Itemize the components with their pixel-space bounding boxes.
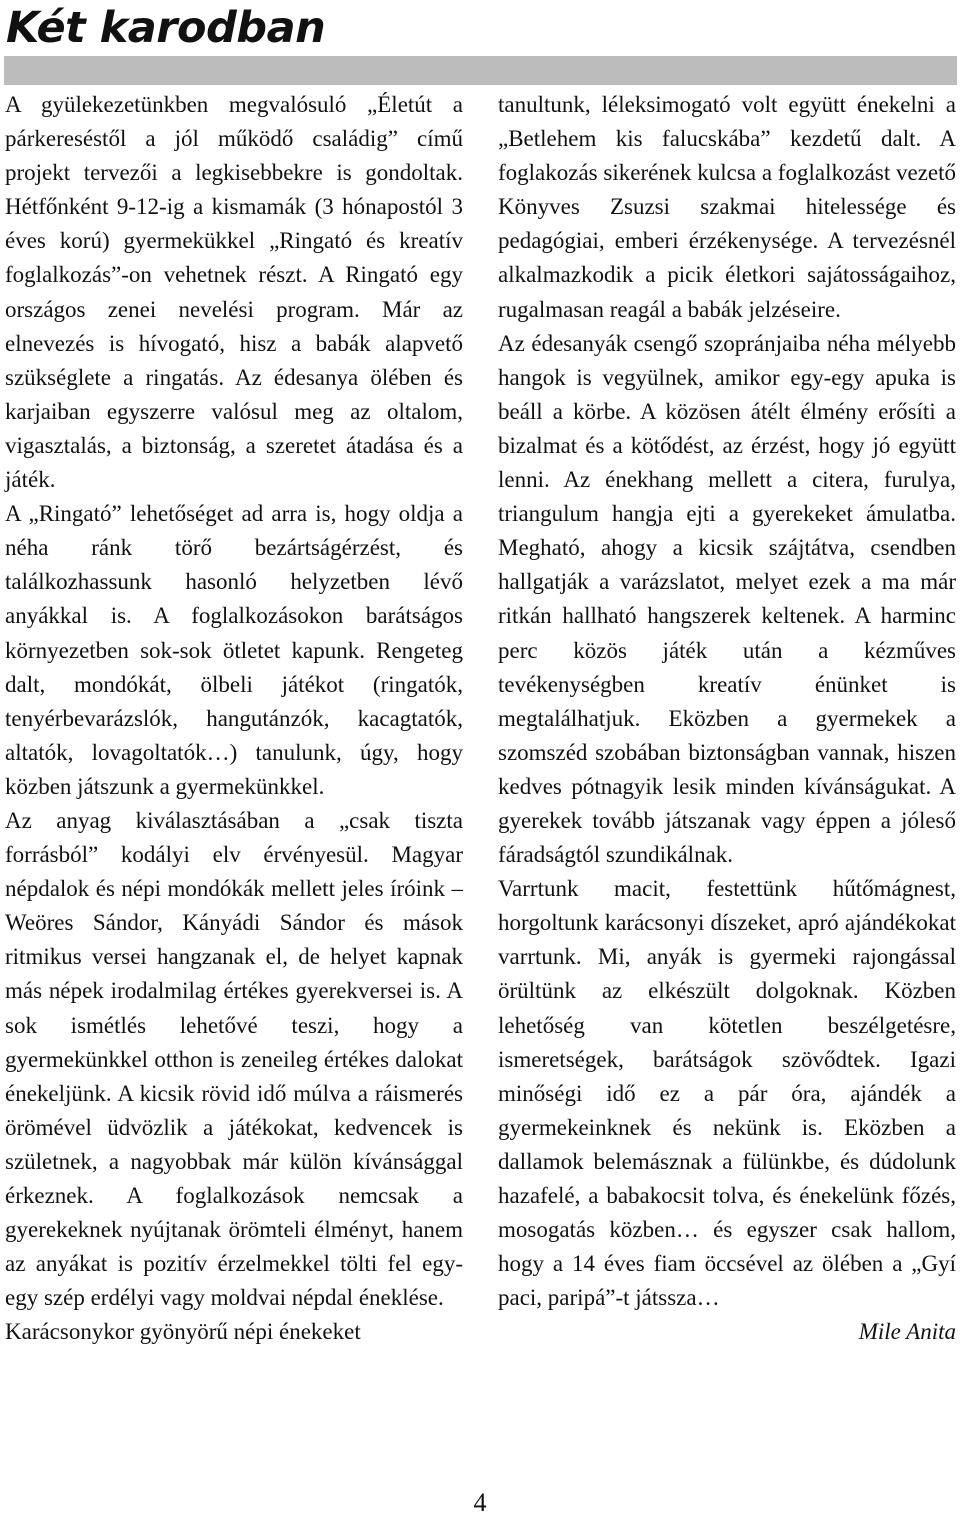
right-column [498, 88, 956, 1349]
paragraph: Karácsonykor gyönyörű népi énekeket [5, 1319, 361, 1345]
title-rule-bar [4, 56, 957, 85]
paragraph: Az édesanyák csengő szopránjaiba néha mélyebb hangok is vegyülnek, amikor egy-egy apuka is beáll a körbe. A közösen átélt élmény erősíti a bizalmat és a kötődést, az érzést, hogy jó együtt lenni. Az énekhang mellett a citera, furulya, triangulum hangja ejti a gyerekeket ámulatba. Megható, ahogy a kicsik szájtátva, csendben hallgatják a varázslatot, melyet ezek a ma már ritkán hallható hangszerek keltenek. A harminc perc közös játék után a kézműves tevékenységben kreatív énünket is megtalálhatjuk. Eközben a gyermekek a szomszéd szobában biztonságban vannak, hiszen kedves pótnagyik lesik minden kívánságukat. A gyerekek tovább játszanak vagy éppen a jóleső fáradságtól szundikálnak. [498, 330, 956, 868]
paragraph: Varrtunk macit, festettünk hűtőmágnest, horgoltunk karácsonyi díszeket, apró ajándékokat varrtunk. Mi, anyák is gyermeki rajongással örültünk az elkészült dolgoknak. Közben lehetőség van kötetlen beszélgetésre, ismeretségek, barátságok szövődtek. Igazi minőségi idő ez a pár óra, ajándék a gyermekeinknek és nekünk is. Eközben a dallamok belemásznak a fülünkbe, és dúdolunk hazafelé, a babakocsit tolva, és énekelünk főzés, mosogatás közben… és egyszer csak hallom, hogy a 14 éves fiam öccsével az ölében a „Gyí paci, paripá”-t játssza… [498, 876, 956, 1311]
paragraph: Az anyag kiválasztásában a „csak tiszta forrásból” kodályi elv érvényesül. Magyar népdalok és népi mondókák mellett jeles íróink – Weöres Sándor, Kányádi Sándor és mások ritmikus versei hangzanak el, de helyet kapnak más népek irodalmilag értékes gyerekversei is. A sok ismétlés lehetővé teszi, hogy a gyermekünkkel otthon is zeneileg értékes dalokat énekeljünk. A kicsik rövid idő múlva a ráismerés örömével üdvözlik a játékokat, kedvencek is születnek, a nagyobbak már külön kívánsággal érkeznek. A foglalkozások nemcsak a gyerekeknek nyújtanak örömteli élményt, hanem az anyákat is pozitív érzelmekkel tölti fel egy-egy szép erdélyi vagy moldvai népdal éneklése. [5, 807, 463, 1311]
article-title: Két karodban [6, 3, 326, 53]
paragraph: tanultunk, léleksimogató volt együtt énekelni a „Betlehem kis falucskába” kezdetű dalt. A foglakozás sikerének kulcsa a foglalkozást vezető Könyves Zsuzsi szakmai hitelessége és pedagógiai, emberi érzékenysége. A tervezésnél alkalmazkodik a picik életkori sajátosságaihoz, rugalmasan reagál a babák jelzéseire. [498, 92, 956, 322]
author-signature: Mile Anita [858, 1319, 956, 1345]
left-column [5, 88, 463, 1349]
paragraph: A „Ringató” lehetőséget ad arra is, hogy oldja a néha ránk törő bezártságérzést, és találkozhassunk hasonló helyzetben lévő anyákkal is. A foglalkozásokon barátságos környezetben sok-sok ötletet kapunk. Rengeteg dalt, mondókát, ölbeli játékot (ringatók, tenyérbevarázslók, hangutánzók, kacagtatók, altatók, lovagoltatók…) tanulunk, úgy, hogy közben játszunk a gyermekünkkel. [5, 501, 463, 799]
paragraph: A gyülekezetünkben megvalósuló „Életút a párkereséstől a jól működő családig” című projekt tervezői a legkisebbekre is gondoltak. Hétfőnként 9-12-ig a kismamák (3 hónapostól 3 éves korú) gyermekükkel „Ringató és kreatív foglalkozás”-on vehetnek részt. A Ringató egy országos zenei nevelési program. Már az elnevezés is hívogató, hisz a babák alapvető szükséglete a ringatás. Az édesanya ölében és karjaiban egyszerre valósul meg az oltalom, vigasztalás, a biztonság, a szeretet átadása és a játék. [5, 92, 463, 493]
page-number: 4 [473, 1488, 487, 1517]
